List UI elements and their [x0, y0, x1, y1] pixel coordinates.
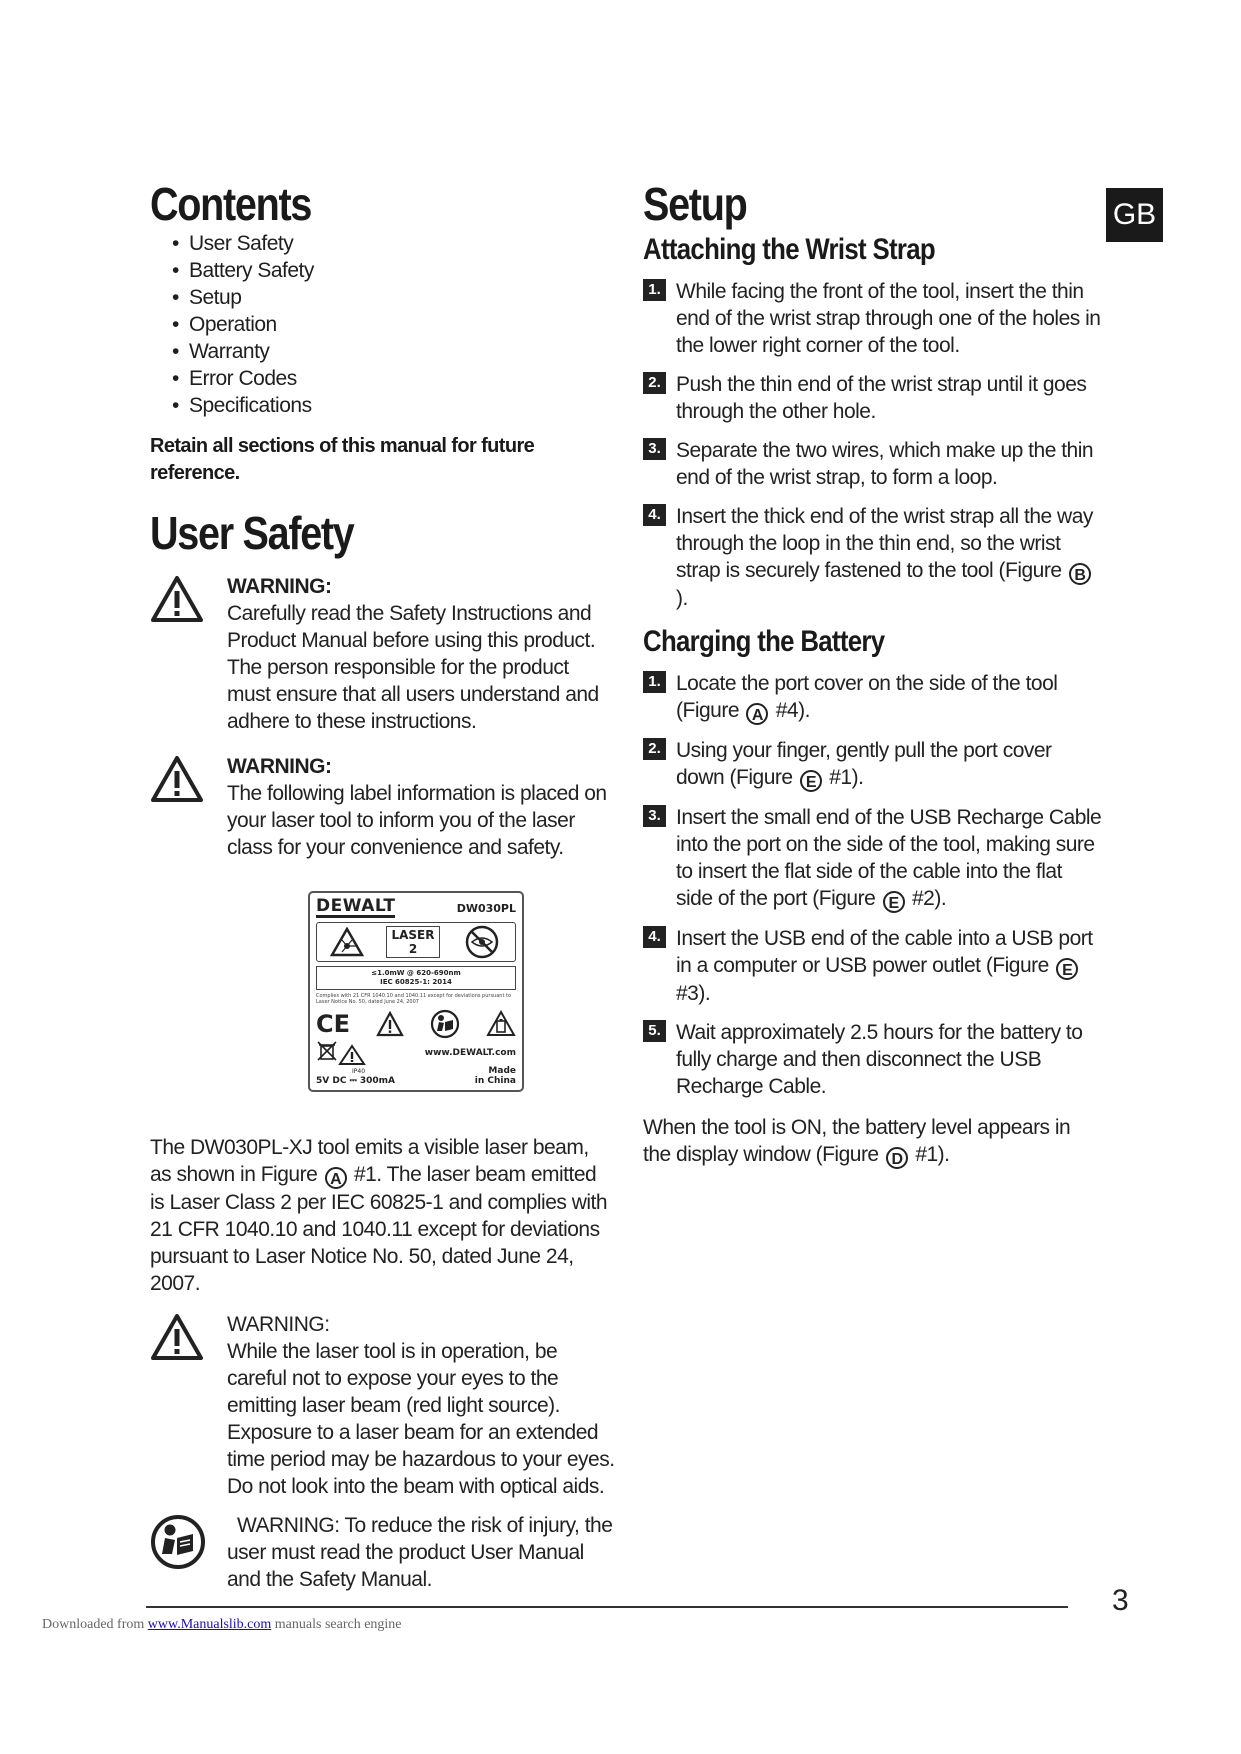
charging-step: 5. Wait approximately 2.5 hours for the battery to fully charge and then disconnect the USB Recharge Cable. — [643, 1019, 1103, 1100]
figure-ref-icon: E — [800, 770, 822, 792]
figure-ref-icon: E — [1056, 958, 1078, 980]
laser-spec-box: ≤1.0mW @ 620-690nm IEC 60825-1: 2014 — [316, 966, 516, 990]
ce-mark: CE — [316, 1010, 351, 1038]
language-tab: GB — [1106, 188, 1163, 242]
charging-step: 4. Insert the USB end of the cable into a USB port in a computer or USB power outlet (Figure E #3). — [643, 925, 1103, 1007]
warning-text: While the laser tool is in operation, be careful not to expose your eyes to the emitting laser beam (red light source). Exposure to a laser beam for an extended time period may be hazardous to your eyes. Do not look into the beam with optical aids. — [227, 1340, 615, 1498]
label-brand: DEWALT — [316, 896, 396, 916]
warning-triangle-icon — [150, 1313, 204, 1361]
contents-item: • Setup — [172, 284, 615, 311]
warning-block — [150, 573, 615, 735]
contents-item: • Specifications — [172, 392, 615, 419]
label-ip-rating: IP40 — [352, 1067, 366, 1075]
charging-title: Charging the Battery — [643, 625, 885, 658]
retain-note: Retain all sections of this manual for future reference. — [150, 435, 535, 484]
contents-title: Contents — [150, 178, 312, 230]
figure-ref-icon: E — [883, 891, 905, 913]
weee-bin-icon — [316, 1040, 338, 1062]
compliance-text: Complies with 21 CFR 1040.10 and 1040.11 except for deviations pursuant to Laser Notice No. 50, dated June 24, 2007 — [316, 993, 512, 1005]
wrist-strap-step: 2. Push the thin end of the wrist strap until it goes through the other hole. — [643, 371, 1103, 425]
battery-level-note: When the tool is ON, the battery level appears in the display window (Figure D #1). — [643, 1116, 1071, 1168]
no-stare-icon — [462, 925, 502, 959]
warning-block — [150, 753, 615, 861]
contents-item: • Battery Safety — [172, 257, 615, 284]
wrist-strap-step: 4. Insert the thick end of the wrist strap all the way through the loop in the thin end, so the wrist strap is securely fastened to the tool (Figure B). — [643, 503, 1103, 612]
read-manual-icon — [430, 1009, 460, 1039]
label-power: 5V DC ⎓ 300mA — [316, 1076, 396, 1086]
download-footer: Downloaded from www.Manualslib.com manuals search engine — [42, 1617, 402, 1632]
label-origin: in China — [474, 1076, 516, 1086]
read-manual-icon — [150, 1514, 206, 1570]
wrist-strap-title: Attaching the Wrist Strap — [643, 233, 935, 266]
label-made: Made — [488, 1066, 516, 1076]
contents-item: • Warranty — [172, 338, 615, 365]
right-column — [643, 178, 1103, 1169]
warning-text: WARNING: To reduce the risk of injury, the user must read the product User Manual and the Safety Manual. — [227, 1514, 613, 1591]
warning-triangle-icon — [150, 755, 204, 803]
contents-item: • User Safety — [172, 230, 615, 257]
warning-triangle-icon — [150, 575, 204, 623]
warning-triangle-icon — [338, 1044, 366, 1066]
warning-block — [150, 1512, 615, 1593]
battery-recycle-icon — [486, 1009, 516, 1039]
label-website: www.DEWALT.com — [424, 1048, 516, 1058]
contents-list — [172, 230, 615, 419]
figure-ref-icon: A — [746, 703, 768, 725]
user-safety-title: User Safety — [150, 507, 354, 559]
wrist-strap-step: 1. While facing the front of the tool, insert the thin end of the wrist strap through one of the holes in the lower right corner of the tool. — [643, 278, 1103, 359]
warning-text: Carefully read the Safety Instructions and Product Manual before using this product. The person responsible for the product must ensure that all users understand and adhere to these instructions. — [227, 602, 599, 733]
warning-triangle-icon — [376, 1011, 404, 1037]
warning-heading: WARNING: — [227, 1313, 330, 1336]
warning-text: The following label information is placed on your laser tool to inform you of the laser class for your convenience and safety. — [227, 782, 607, 859]
contents-item: • Operation — [172, 311, 615, 338]
warning-block — [150, 1311, 615, 1500]
wrist-strap-step: 3. Separate the two wires, which make up the thin end of the wrist strap, to form a loop. — [643, 437, 1103, 491]
manualslib-link[interactable]: www.Manualslib.com — [147, 1617, 272, 1632]
label-model: DW030PL — [456, 901, 516, 915]
laser-description: The DW030PL-XJ tool emits a visible laser beam, as shown in Figure A #1. The laser beam emitted is Laser Class 2 per IEC 60825-1 and complies with 21 CFR 1040.10 and 1040.11 except for deviations pursuant to Laser Notice No. 50, dated June 24, 2007. — [150, 1136, 608, 1295]
warning-heading: WARNING: — [227, 755, 332, 778]
figure-ref-icon: B — [1069, 563, 1091, 585]
setup-title: Setup — [643, 178, 747, 230]
charging-step: 1. Locate the port cover on the side of the tool (Figure A #4). — [643, 670, 1103, 725]
laser-class-box — [316, 922, 516, 962]
figure-ref-icon: A — [325, 1167, 347, 1189]
charging-step: 2. Using your finger, gently pull the port cover down (Figure E #1). — [643, 737, 1103, 792]
charging-step: 3. Insert the small end of the USB Recharge Cable into the port on the side of the tool, making sure to insert the flat side of the cable into the flat side of the port (Figure E #2). — [643, 804, 1103, 913]
footer-rule — [146, 1606, 1068, 1608]
left-column — [150, 178, 615, 1593]
laser-product-label — [308, 891, 524, 1092]
warning-heading: WARNING: — [227, 575, 332, 598]
page-number: 3 — [1112, 1584, 1129, 1617]
laser-class-text: LASER 2 — [386, 926, 439, 958]
contents-item: • Error Codes — [172, 365, 615, 392]
laser-hazard-icon — [330, 927, 364, 957]
figure-ref-icon: D — [886, 1147, 908, 1169]
